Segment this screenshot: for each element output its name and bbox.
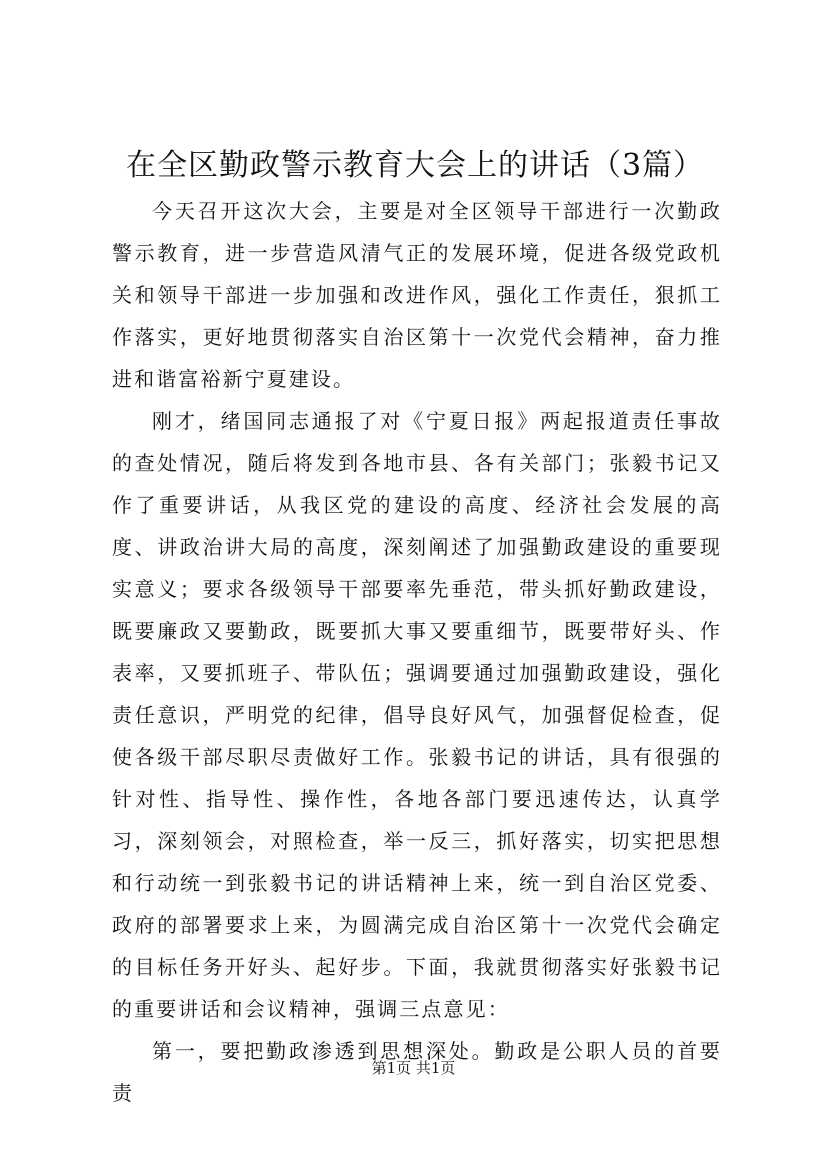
page-number-footer: 第1页 共1页 (371, 1059, 456, 1077)
paragraph-3: 第一，要把勤政渗透到思想深处。勤政是公职人员的首要责 (112, 1039, 722, 1105)
document-body (112, 190, 722, 1114)
paragraph-1: 今天召开这次大会，主要是对全区领导干部进行一次勤政警示教育，进一步营造风清气正的发展环境，促进各级党政机关和领导干部进一步加强和改进作风，强化工作责任，狠抓工作落实，更好地贯彻落实自治区第十一次党代会精神，奋力推进和谐富裕新宁夏建设。 (112, 199, 722, 391)
paragraph-2: 刚才，绪国同志通报了对《宁夏日报》两起报道责任事故的查处情况，随后将发到各地市县、各有关部门；张毅书记又作了重要讲话，从我区党的建设的高度、经济社会发展的高度、讲政治讲大局的高度，深刻阐述了加强勤政建设的重要现实意义；要求各级领导干部要率先垂范，带头抓好勤政建设，既要廉政又要勤政，既要抓大事又要重细节，既要带好头、作表率，又要抓班子、带队伍；强调要通过加强勤政建设，强化责任意识，严明党的纪律，倡导良好风气，加强督促检查，促使各级干部尽职尽责做好工作。张毅书记的讲话，具有很强的针对性、指导性、操作性，各地各部门要迅速传达，认真学习，深刻领会，对照检查，举一反三，抓好落实，切实把思想和行动统一到张毅书记的讲话精神上来，统一到自治区党委、政府的部署要求上来，为圆满完成自治区第十一次党代会确定的目标任务开好头、起好步。下面，我就贯彻落实好张毅书记的重要讲话和会议精神，强调三点意见： (112, 409, 722, 1021)
document-title: 在全区勤政警示教育大会上的讲话（3篇） (125, 148, 705, 183)
